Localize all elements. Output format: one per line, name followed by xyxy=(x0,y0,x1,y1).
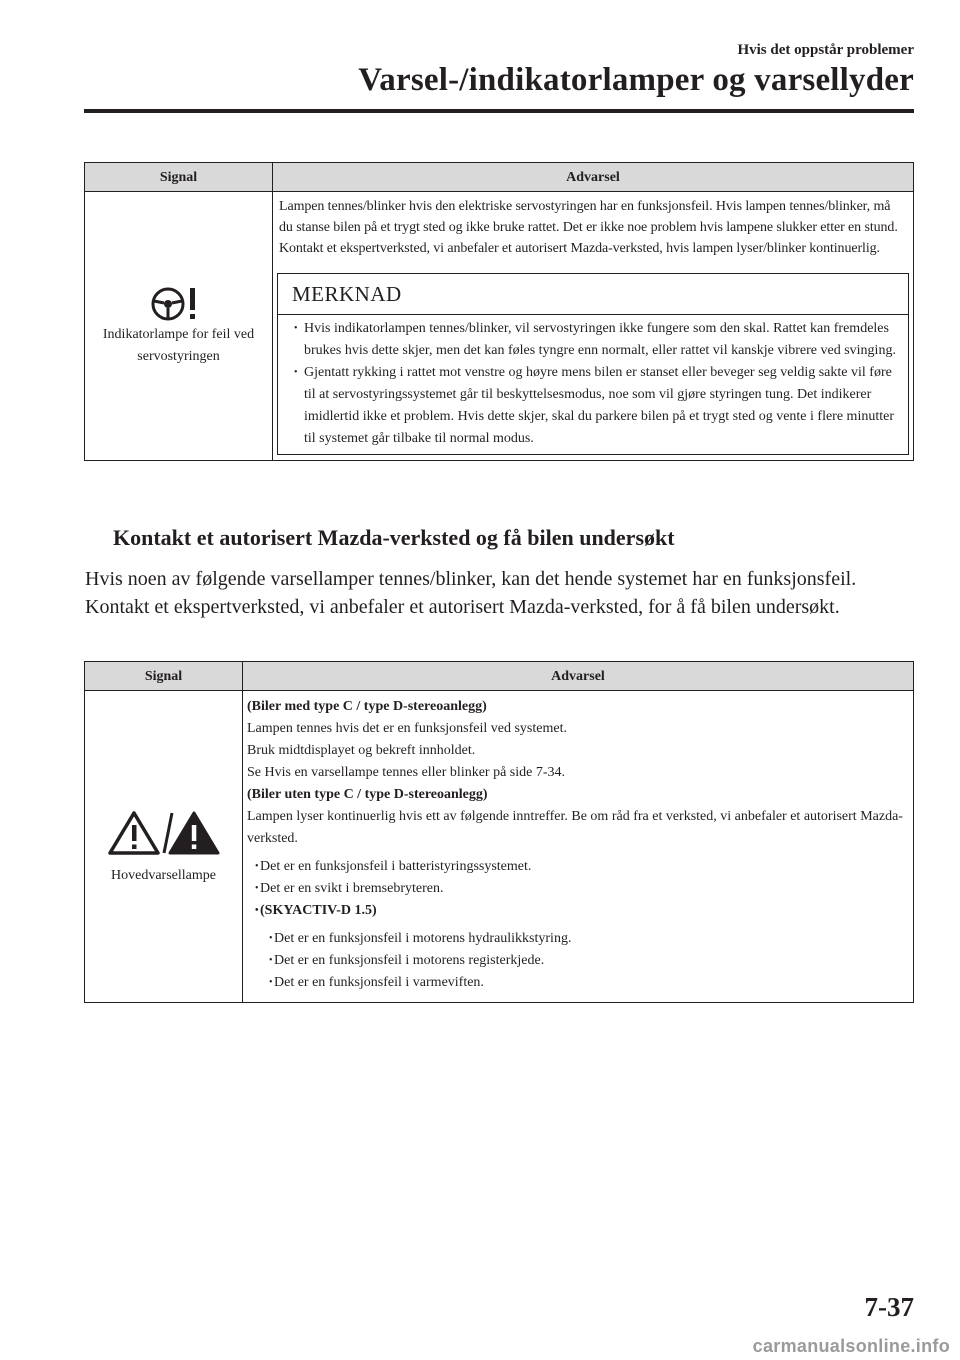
power-steering-table xyxy=(84,162,914,461)
table-header-row xyxy=(85,163,914,192)
column-header-warning: Advarsel xyxy=(273,163,914,192)
signal-cell xyxy=(85,691,243,1003)
master-warning-icon xyxy=(85,807,242,859)
signal-cell xyxy=(85,192,273,461)
list-item xyxy=(255,856,909,878)
list-item-text: Det er en svikt i bremsebryteren. xyxy=(260,881,444,896)
note-box xyxy=(277,273,909,455)
warning-cell xyxy=(273,192,914,461)
note-body xyxy=(278,315,908,454)
note-item-text: Gjentatt rykking i rattet mot venstre og høyre mens bilen er stanset eller beveger seg veldig sakte vil føre til at servostyringssystemet går til beskyttelsesmodus, noe som vil gjøre styringen tung. Det indikerer imidlertid ikke et problem. Hvis dette skjer, skal du parkere bilen på et trygt sted og vente i flere minutter til systemet går tilbake til normal modus. xyxy=(304,365,894,446)
note-title: MERKNAD xyxy=(278,274,908,315)
column-header-signal: Signal xyxy=(85,163,273,192)
chapter-title: Hvis det oppstår problemer xyxy=(737,42,914,58)
warning-text: Lampen tennes/blinker hvis den elektriske servostyringen har en funksjonsfeil. Hvis lampen tennes/blinker, må du stanse bilen på et trygt sted og ikke bruke rattet. Det er ikke noe problem hvis lampene slukker etter en stund. Kontakt et ekspertverksted, vi anbefaler et autorisert Mazda-verksted, hvis lampen lyser/blinker kontinuerlig. xyxy=(279,199,898,256)
bullet-icon: • xyxy=(255,883,259,894)
table-row xyxy=(85,691,914,1003)
warning-line: Lampen tennes hvis det er en funksjonsfeil ved systemet. xyxy=(247,721,567,736)
bullet-icon: • xyxy=(269,933,273,944)
column-header-warning: Advarsel xyxy=(243,662,914,691)
bullet-icon: • xyxy=(255,861,259,872)
signal-caption: Hovedvarsellampe xyxy=(111,867,216,883)
signal-caption: Indikatorlampe for feil ved servostyringen xyxy=(102,327,255,364)
bullet-icon: • xyxy=(294,367,298,378)
condition-list xyxy=(247,856,909,994)
watermark: carmanualsonline.info xyxy=(752,1336,950,1356)
list-item xyxy=(269,950,909,972)
bullet-icon: • xyxy=(269,955,273,966)
list-item xyxy=(269,972,909,994)
list-item xyxy=(255,878,909,900)
column-header-signal: Signal xyxy=(85,662,243,691)
note-item-text: Hvis indikatorlampen tennes/blinker, vil servostyringen ikke fungere som den skal. Rattet kan fremdeles brukes hvis dette skjer, men det kan føles tyngre enn normalt, eller rattet vil kanskje vibrere ved svinging. xyxy=(304,321,896,358)
list-item-text: Det er en funksjonsfeil i batteristyringssystemet. xyxy=(260,859,532,874)
intro-paragraph: Hvis noen av følgende varsellamper tennes/blinker, kan det hende systemet har en funksjonsfeil. Kontakt et ekspertverksted, vi anbefaler et autorisert Mazda-verksted, for å få bilen undersøkt. xyxy=(85,568,857,618)
note-item xyxy=(294,362,898,450)
warning-line: Se Hvis en varsellampe tennes eller blinker på side 7-34. xyxy=(247,765,566,780)
condition-heading: (Biler uten type C / type D-stereoanlegg) xyxy=(247,787,488,802)
table-row xyxy=(85,192,914,461)
list-item-text: Det er en funksjonsfeil i motorens registerkjede. xyxy=(274,953,545,968)
condition-heading: (Biler med type C / type D-stereoanlegg) xyxy=(247,699,487,714)
page-number: 7-37 xyxy=(864,1292,914,1322)
list-item-text: (SKYACTIV-D 1.5) xyxy=(260,903,377,918)
warning-line: Lampen lyser kontinuerlig hvis ett av følgende inntreffer. Be om råd fra et verksted, vi anbefaler et autorisert Mazda-verksted. xyxy=(247,809,903,846)
warning-cell xyxy=(243,691,914,1003)
note-item xyxy=(294,318,898,362)
page-title: Varsel-/indikatorlamper og varsellyder xyxy=(358,62,914,98)
warning-line: Bruk midtdisplayet og bekreft innholdet. xyxy=(247,743,476,758)
bullet-icon: • xyxy=(294,323,298,334)
master-warning-table xyxy=(84,661,914,1003)
list-item-text: Det er en funksjonsfeil i motorens hydraulikkstyring. xyxy=(274,931,572,946)
bullet-icon: • xyxy=(255,905,259,916)
section-heading: Kontakt et autorisert Mazda-verksted og få bilen undersøkt xyxy=(113,525,675,550)
engine-sublist xyxy=(255,928,909,994)
list-item xyxy=(269,928,909,950)
power-steering-warning-icon xyxy=(85,284,272,324)
table-header-row xyxy=(85,662,914,691)
list-item xyxy=(255,900,909,922)
bullet-icon: • xyxy=(269,977,273,988)
header-rule xyxy=(84,109,914,113)
list-item-text: Det er en funksjonsfeil i varmeviften. xyxy=(274,975,484,990)
